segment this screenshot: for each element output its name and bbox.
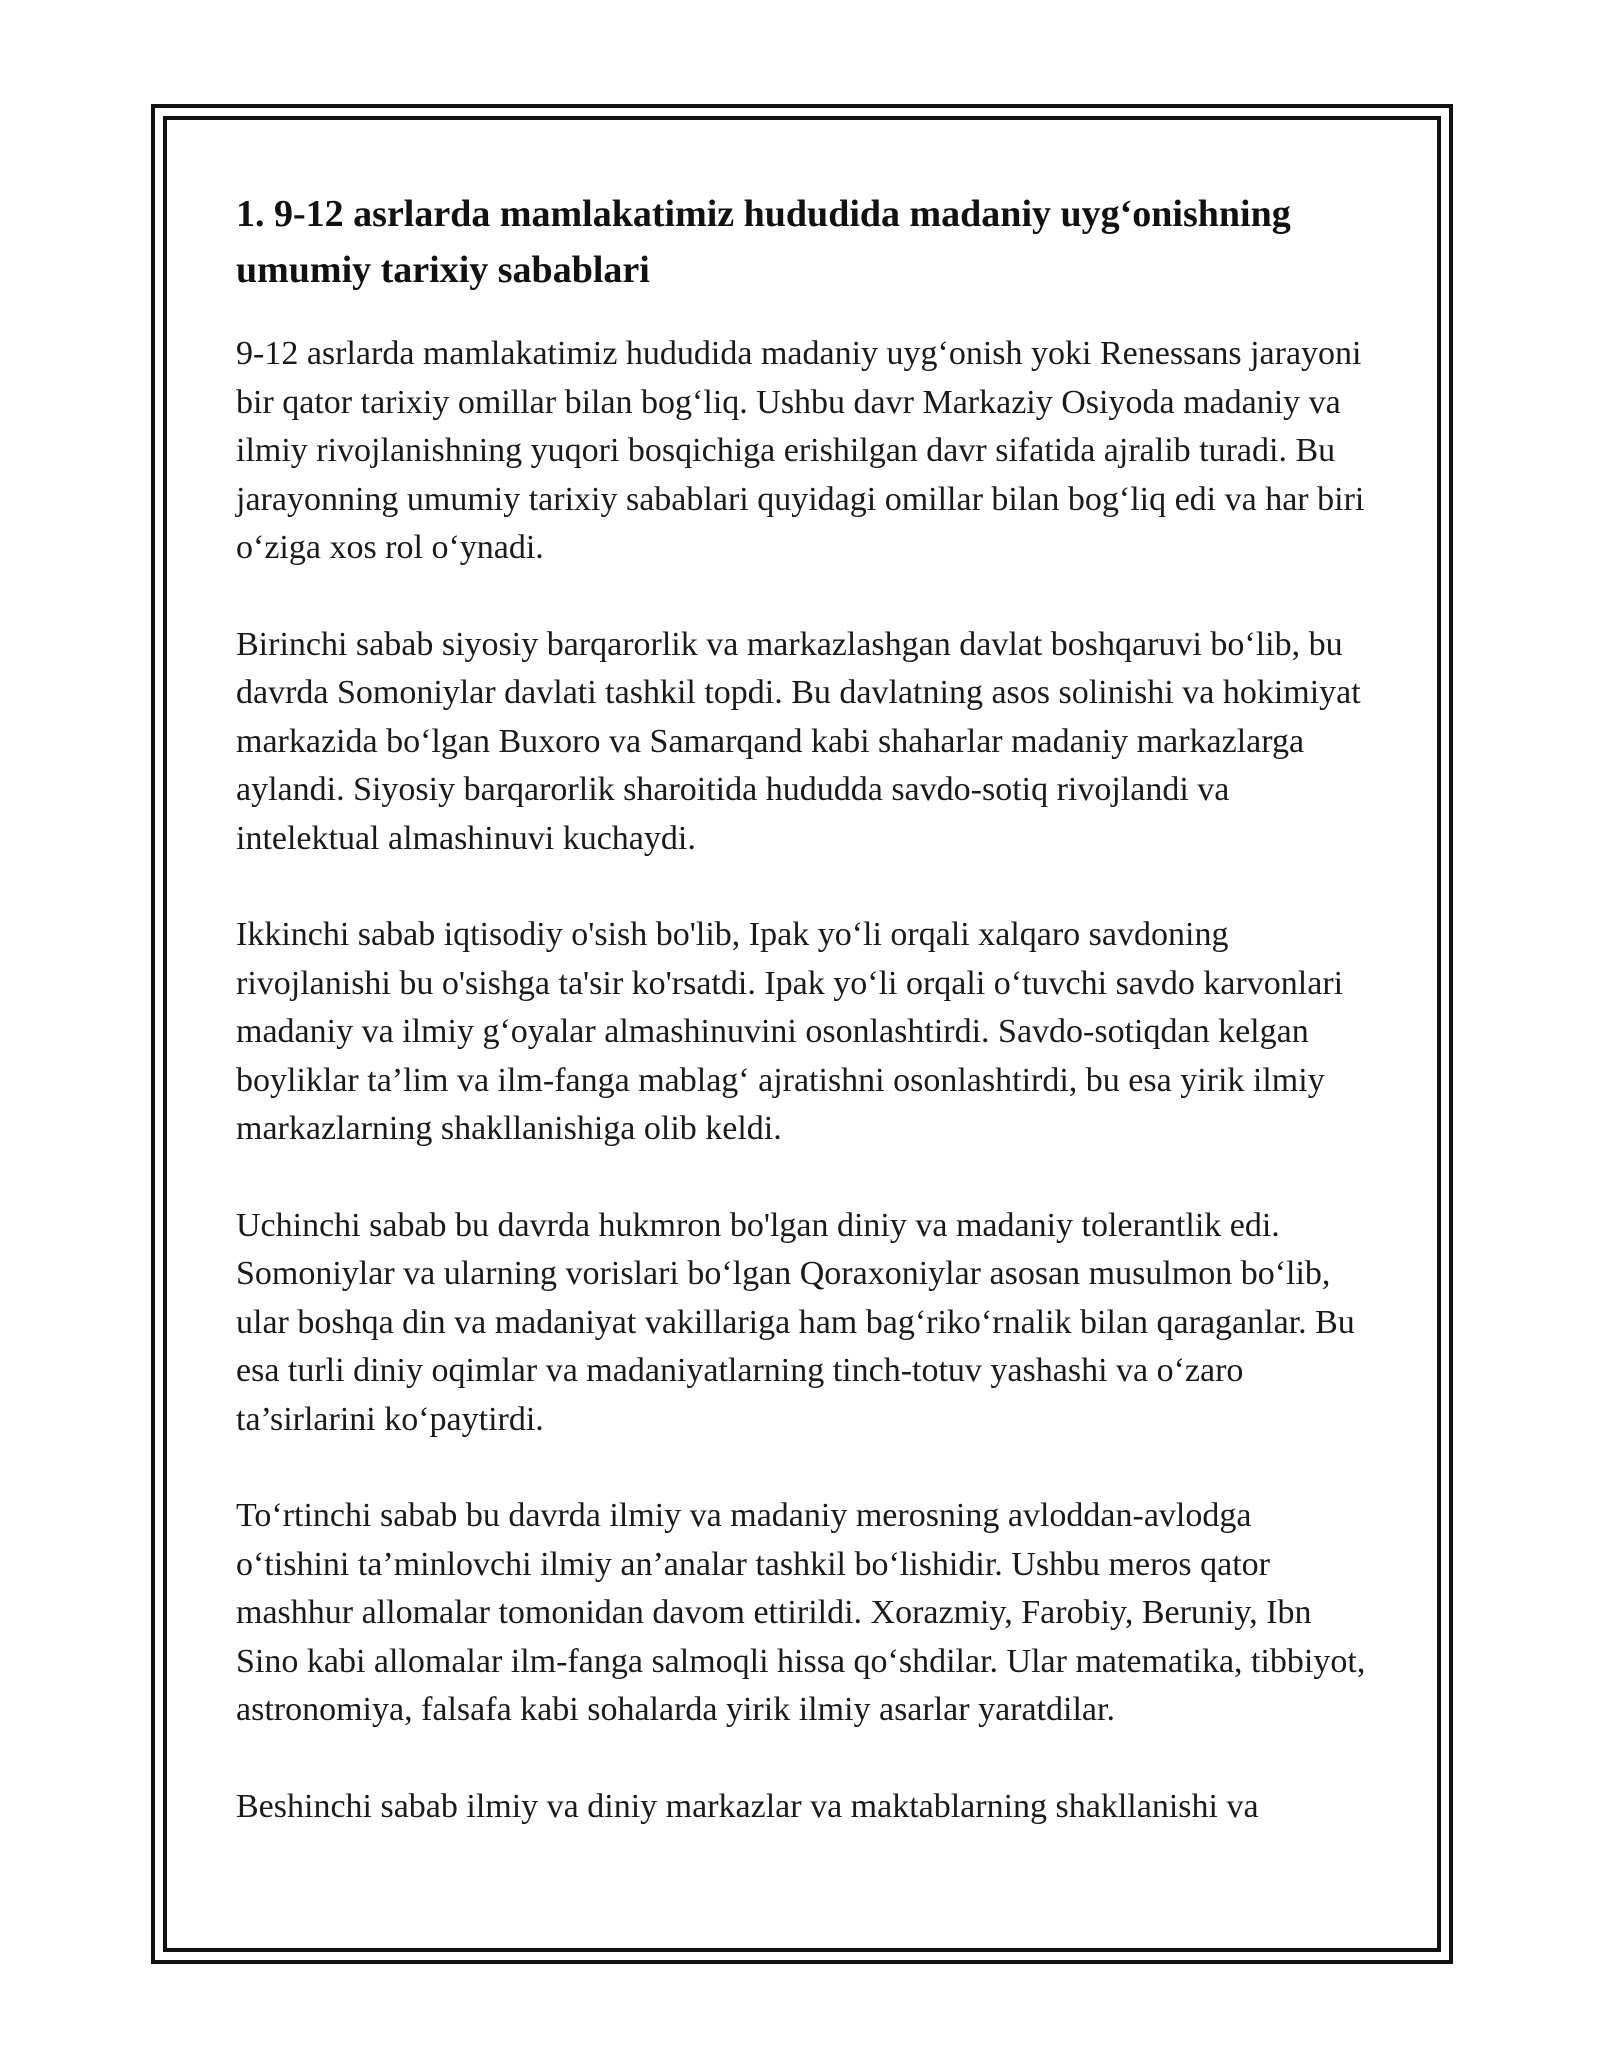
paragraph-intro: 9-12 asrlarda mamlakatimiz hududida madaniy uyg‘onish yoki Renessans jarayoni bir qator tarixiy omillar bilan bog‘liq. Ushbu davr Markaziy Osiyoda madaniy va ilmiy rivojlanishning yuqori bosqichiga erishilgan davr sifatida ajralib turadi. Bu jarayonning umumiy tarixiy sabablari quyidagi omillar bilan bog‘liq edi va har biri o‘ziga xos rol o‘ynadi. bbox=[236, 335, 1365, 566]
paragraph-fourth-reason: To‘rtinchi sabab bu davrda ilmiy va madaniy merosning avloddan-avlodga o‘tishini ta’minlovchi ilmiy an’analar tashkil bo‘lishidir. Ushbu meros qator mashhur allomalar tomonidan davom ettirildi. Xorazmiy, Farobiy, Beruniy, Ibn Sino kabi allomalar ilm-fanga salmoqli hissa qo‘shdilar. Ular matematika, tibbiyot, astronomiya, falsafa kabi sohalarda yirik ilmiy asarlar yaratdilar. bbox=[236, 1497, 1366, 1728]
paragraph-third-reason: Uchinchi sabab bu davrda hukmron bo'lgan diniy va madaniy tolerantlik edi. Somoniylar va ularning vorislari bo‘lgan Qoraxoniylar asosan musulmon bo‘lib, ular boshqa din va madaniyat vakillariga ham bag‘riko‘rnalik bilan qaraganlar. Bu esa turli diniy oqimlar va madaniyatlarning tinch-totuv yashashi va o‘zaro ta’sirlarini ko‘paytirdi. bbox=[236, 1206, 1355, 1438]
document-body bbox=[236, 186, 1366, 1879]
paragraph-second-reason: Ikkinchi sabab iqtisodiy o'sish bo'lib, Ipak yo‘li orqali xalqaro savdoning rivojlanishi bu o'sishga ta'sir ko'rsatdi. Ipak yo‘li orqali o‘tuvchi savdo karvonlari madaniy va ilmiy g‘oyalar almashinuvini osonlashtirdi. Savdo-sotiqdan kelgan boyliklar ta’lim va ilm-fanga mablag‘ ajratishni osonlashtirdi, bu esa yirik ilmiy markazlarning shakllanishiga olib keldi. bbox=[236, 916, 1344, 1147]
paragraph-first-reason: Birinchi sabab siyosiy barqarorlik va markazlashgan davlat boshqaruvi bo‘lib, bu davrda Somoniylar davlati tashkil topdi. Bu davlatning asos solinishi va hokimiyat markazida bo‘lgan Buxoro va Samarqand kabi shaharlar madaniy markazlarga aylandi. Siyosiy barqarorlik sharoitida hududda savdo-sotiq rivojlandi va intelektual almashinuvi kuchaydi. bbox=[236, 625, 1361, 857]
paragraph-fifth-reason: Beshinchi sabab ilmiy va diniy markazlar va maktablarning shakllanishi va bbox=[236, 1787, 1259, 1825]
section-heading: 1. 9-12 asrlarda mamlakatimiz hududida madaniy uyg‘onishning umumiy tarixiy sabablari bbox=[236, 193, 1291, 291]
